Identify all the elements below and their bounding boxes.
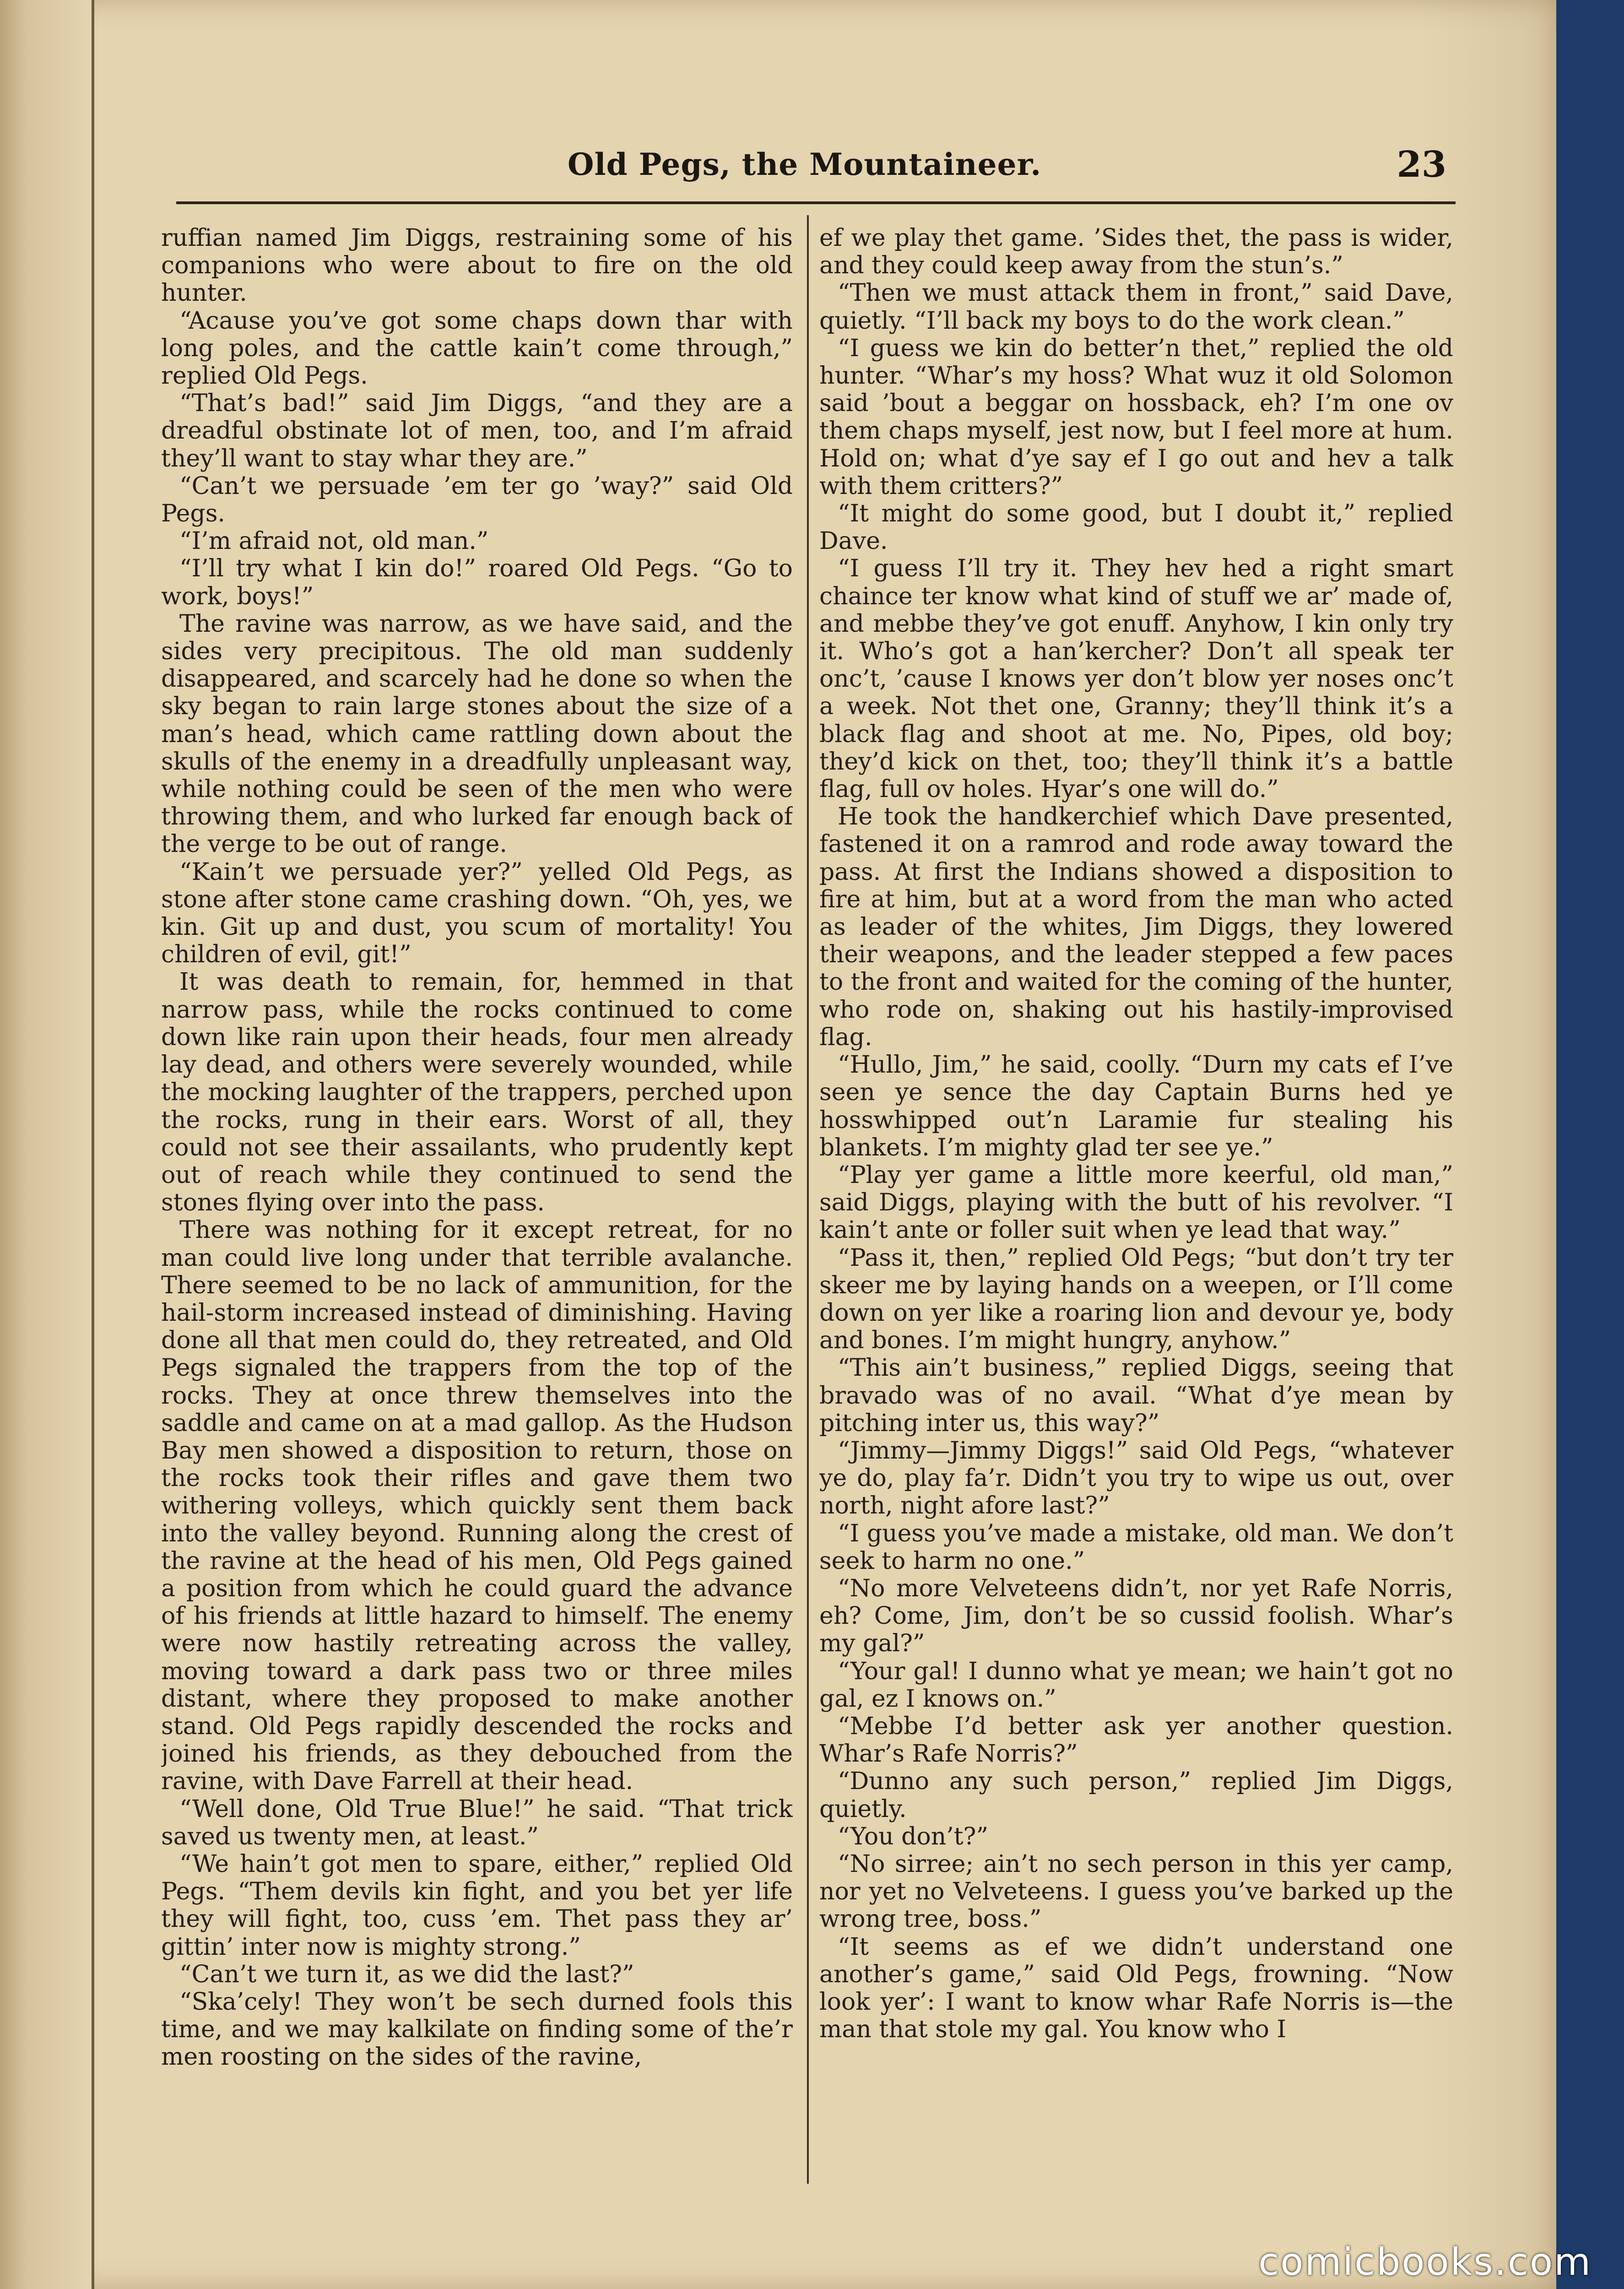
paragraph: There was nothing for it except retreat, for no man could live long under that terrible avalanche. There seemed to be no lack of ammunition, for the hail-storm increased instead of diminishing. Having done all that men could do, they retreated, and Old Pegs signaled the trappers from the top of the rocks. They at once threw themselves into the saddle and came on at a mad gallop. As the Hudson Bay men showed a disposition to return, those on the rocks took their rifles and gave them two withering volleys, which quickly sent them back into the valley beyond. Running along the crest of the ravine at the head of his men, Old Pegs gained a position from which he could guard the advance of his friends at little hazard to himself. The enemy were now hastily retreating across the valley, moving toward a dark pass two or three miles distant, where they proposed to make another stand. Old Pegs rapidly descended the rocks and joined his friends, as they debouched from the ravine, with Dave Farrell at their head. [161,1216,793,1795]
paragraph: “Then we must attack them in front,” said Dave, quietly. “I’ll back my boys to do the work clean.” [819,279,1453,335]
right-column [819,224,1453,2207]
paragraph: “Acause you’ve got some chaps down thar with long poles, and the cattle kain’t come through,” replied Old Pegs. [161,307,793,390]
paragraph: “Kain’t we persuade yer?” yelled Old Pegs, as stone after stone came crashing down. “Oh, yes, we kin. Git up and dust, you scum of mortality! You children of evil, git!” [161,858,793,969]
watermark-text: comicbooks.com [1258,2240,1592,2284]
paragraph: “Play yer game a little more keerful, old man,” said Diggs, playing with the butt of his revolver. “I kain’t ante or foller suit when ye lead that way.” [819,1161,1453,1244]
paragraph: ruffian named Jim Diggs, restraining some of his companions who were about to fire on the old hunter. [161,224,793,307]
paragraph: “We hain’t got men to spare, either,” replied Old Pegs. “Them devils kin fight, and you bet yer life they will fight, too, cuss ’em. Thet pass they ar’ gittin’ inter now is mighty strong.” [161,1850,793,1961]
paragraph: “That’s bad!” said Jim Diggs, “and they are a dreadful obstinate lot of men, too, and I’m afraid they’ll want to stay whar they are.” [161,390,793,472]
paragraph: The ravine was narrow, as we have said, and the sides very precipitous. The old man suddenly disappeared, and scarcely had he done so when the sky began to rain large stones about the size of a man’s head, which came rattling down about the skulls of the enemy in a dreadfully unpleasant way, while nothing could be seen of the men who were throwing them, and who lurked far enough back of the verge to be out of range. [161,610,793,858]
paragraph: “Can’t we persuade ’em ter go ’way?” said Old Pegs. [161,472,793,528]
paragraph: “I guess we kin do better’n thet,” replied the old hunter. “Whar’s my hoss? What wuz it old Solomon said ’bout a beggar on hossback, eh? I’m one ov them chaps myself, jest now, but I feel more at hum. Hold on; what d’ye say ef I go out and hev a talk with them critters?” [819,334,1453,500]
paragraph: “Can’t we turn it, as we did the last?” [179,1960,634,1988]
paragraph: “Your gal! I dunno what ye mean; we hain’t got no gal, ez I knows on.” [819,1657,1453,1713]
paragraph: “I guess I’ll try it. They hev hed a right smart chaince ter know what kind of stuff we ar’ made of, and mebbe they’ve got enuff. Anyhow, I kin only try it. Who’s got a han’kercher? Don’t all speak ter onc’t, ’cause I knows yer don’t blow yer noses onc’t a week. Not thet one, Granny; they’ll think it’s a black flag and shoot at me. No, Pipes, old boy; they’d kick on thet, too; they’ll think it’s a battle flag, full ov holes. Hyar’s one will do.” [819,555,1453,803]
paragraph: “Pass it, then,” replied Old Pegs; “but don’t try ter skeer me by laying hands on a weepen, or I’ll come down on yer like a roaring lion and devour ye, body and bones. I’m might hungry, anyhow.” [819,1244,1453,1355]
paragraph: “Hullo, Jim,” he said, coolly. “Durn my cats ef I’ve seen ye sence the day Captain Burns hed ye hosswhipped out’n Laramie fur stealing his blankets. I’m mighty glad ter see ye.” [819,1051,1453,1161]
paragraph: “This ain’t business,” replied Diggs, seeing that bravado was of no avail. “What d’ye mean by pitching inter us, this way?” [819,1354,1453,1437]
paragraph: “You don’t?” [838,1823,989,1850]
paragraph: “I’m afraid not, old man.” [179,527,489,555]
running-title: Old Pegs, the Mountaineer. [568,146,1042,182]
page-spine-edge [0,0,94,2289]
paragraph: “I guess you’ve made a mistake, old man. We don’t seek to harm no one.” [819,1519,1453,1575]
paragraph: ef we play thet game. ’Sides thet, the pass is wider, and they could keep away from the stun’s.” [819,224,1453,280]
paragraph: “Well done, Old True Blue!” he said. “That trick saved us twenty men, at least.” [161,1795,793,1850]
paragraph: “Dunno any such person,” replied Jim Diggs, quietly. [819,1768,1453,1823]
column-divider [807,215,809,2184]
paragraph: He took the handkerchief which Dave presented, fastened it on a ramrod and rode away toward the pass. At first the Indians showed a disposition to fire at him, but at a word from the man who acted as leader of the whites, Jim Diggs, they lowered their weapons, and the leader stepped a few paces to the front and waited for the coming of the hunter, who rode on, shaking out his hastily-improvised flag. [819,803,1453,1051]
page-header [192,133,1465,188]
paragraph: “Mebbe I’d better ask yer another question. Whar’s Rafe Norris?” [819,1712,1453,1768]
paragraph: “Jimmy—Jimmy Diggs!” said Old Pegs, “whatever ye do, play fa’r. Didn’t you try to wipe us out, over north, night afore last?” [819,1437,1453,1520]
paragraph: It was death to remain, for, hemmed in that narrow pass, while the rocks continued to come down like rain upon their heads, four men already lay dead, and others were severely wounded, while the mocking laughter of the trappers, perched upon the rocks, rung in their ears. Worst of all, they could not see their assailants, who prudently kept out of reach while they continued to send the stones flying over into the pass. [161,968,793,1217]
paragraph: “No sirree; ain’t no sech person in this yer camp, nor yet no Velveteens. I guess you’ve barked up the wrong tree, boss.” [819,1850,1453,1933]
paragraph: “No more Velveteens didn’t, nor yet Rafe Norris, eh? Come, Jim, don’t be so cussid foolish. Whar’s my gal?” [819,1574,1453,1658]
paragraph: “It might do some good, but I doubt it,” replied Dave. [819,500,1453,555]
paragraph: “Ska’cely! They won’t be sech durned fools this time, and we may kalkilate on finding some of the’r men roosting on the sides of the ravine, [161,1988,793,2071]
paragraph: “It seems as ef we didn’t understand one another’s game,” said Old Pegs, frowning. “Now look yer’: I want to know whar Rafe Norris is—the man that stole my gal. You know who I [819,1933,1453,2044]
header-rule [176,201,1456,204]
paragraph: “I’ll try what I kin do!” roared Old Pegs. “Go to work, boys!” [161,555,793,610]
page-number: 23 [1397,144,1446,185]
left-column [161,224,793,2207]
